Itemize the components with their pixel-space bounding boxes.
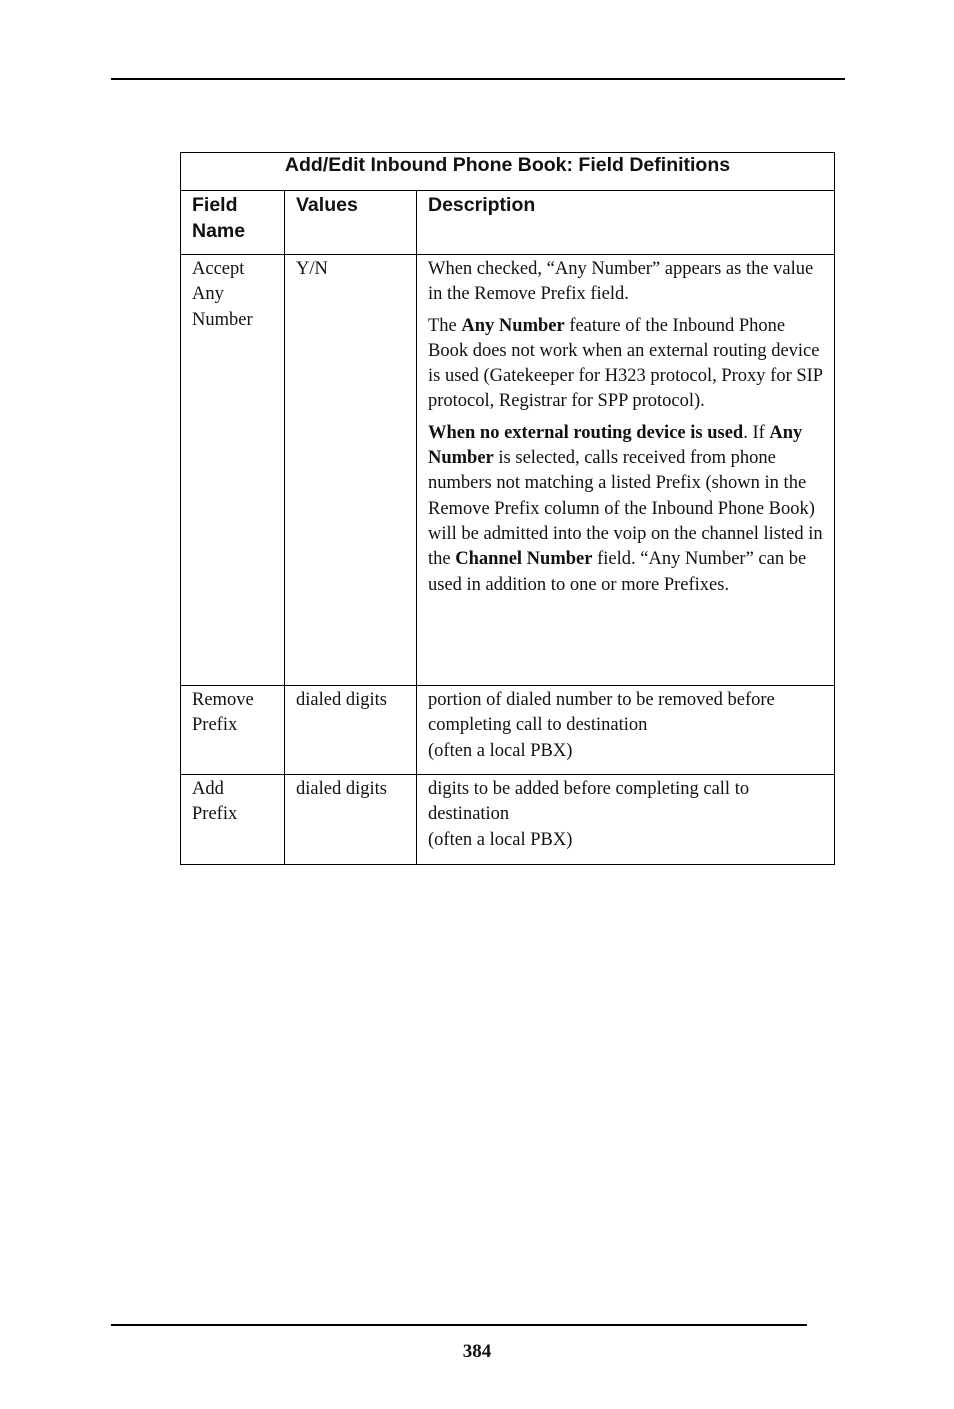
description-cell (417, 255, 835, 686)
description-text: field. “Any Number” can be used in addition to one or more Prefixes. (428, 549, 807, 595)
values-cell: Y/N (285, 255, 417, 686)
description-paragraph (428, 421, 826, 598)
page-number: 384 (462, 1341, 492, 1362)
description-bold-text: Channel Number (455, 549, 593, 570)
table-row (181, 255, 835, 686)
field-definitions-table (180, 152, 835, 865)
table-header-row (181, 191, 835, 255)
values-cell: dialed digits (285, 686, 417, 775)
table-title-row (181, 153, 835, 191)
table-row (181, 775, 835, 865)
description-bold-text: Any Number (461, 315, 565, 336)
description-text: feature of the Inbound Phone Book does not work when an external routing device is used (Gatekeeper for H323 protocol, Proxy for SIP protocol, Registrar for SPP protocol). (428, 315, 823, 412)
description-text: The (428, 315, 462, 336)
table-title: Add/Edit Inbound Phone Book: Field Definitions (181, 153, 835, 191)
column-header-description: Description (417, 191, 835, 255)
column-header-values: Values (285, 191, 417, 255)
field-name-cell: Accept Any Number (181, 255, 285, 686)
description-paragraph: When checked, “Any Number” appears as the value in the Remove Prefix field. (428, 259, 814, 305)
table-row (181, 686, 835, 775)
description-cell: digits to be added before completing call to destination (often a local PBX) (417, 775, 835, 865)
description-cell: portion of dialed number to be removed before completing call to destination (often a local PBX) (417, 686, 835, 775)
description-text: . If (743, 422, 770, 443)
description-bold-text: When no external routing device is used (428, 422, 744, 443)
header-rule (111, 78, 845, 80)
description-text: is selected, calls received from phone numbers not matching a listed Prefix (shown in the Remove Prefix column of the Inbound Phone Book) will be admitted into the voip on the channel listed in the (428, 448, 823, 570)
column-header-field-name: Field Name (181, 191, 285, 255)
description-bold-text: Any Number (428, 422, 803, 469)
footer-rule (111, 1324, 807, 1326)
field-name-cell: Add Prefix (181, 775, 285, 865)
field-name-cell: Remove Prefix (181, 686, 285, 775)
values-cell: dialed digits (285, 775, 417, 865)
description-paragraph (428, 314, 826, 415)
